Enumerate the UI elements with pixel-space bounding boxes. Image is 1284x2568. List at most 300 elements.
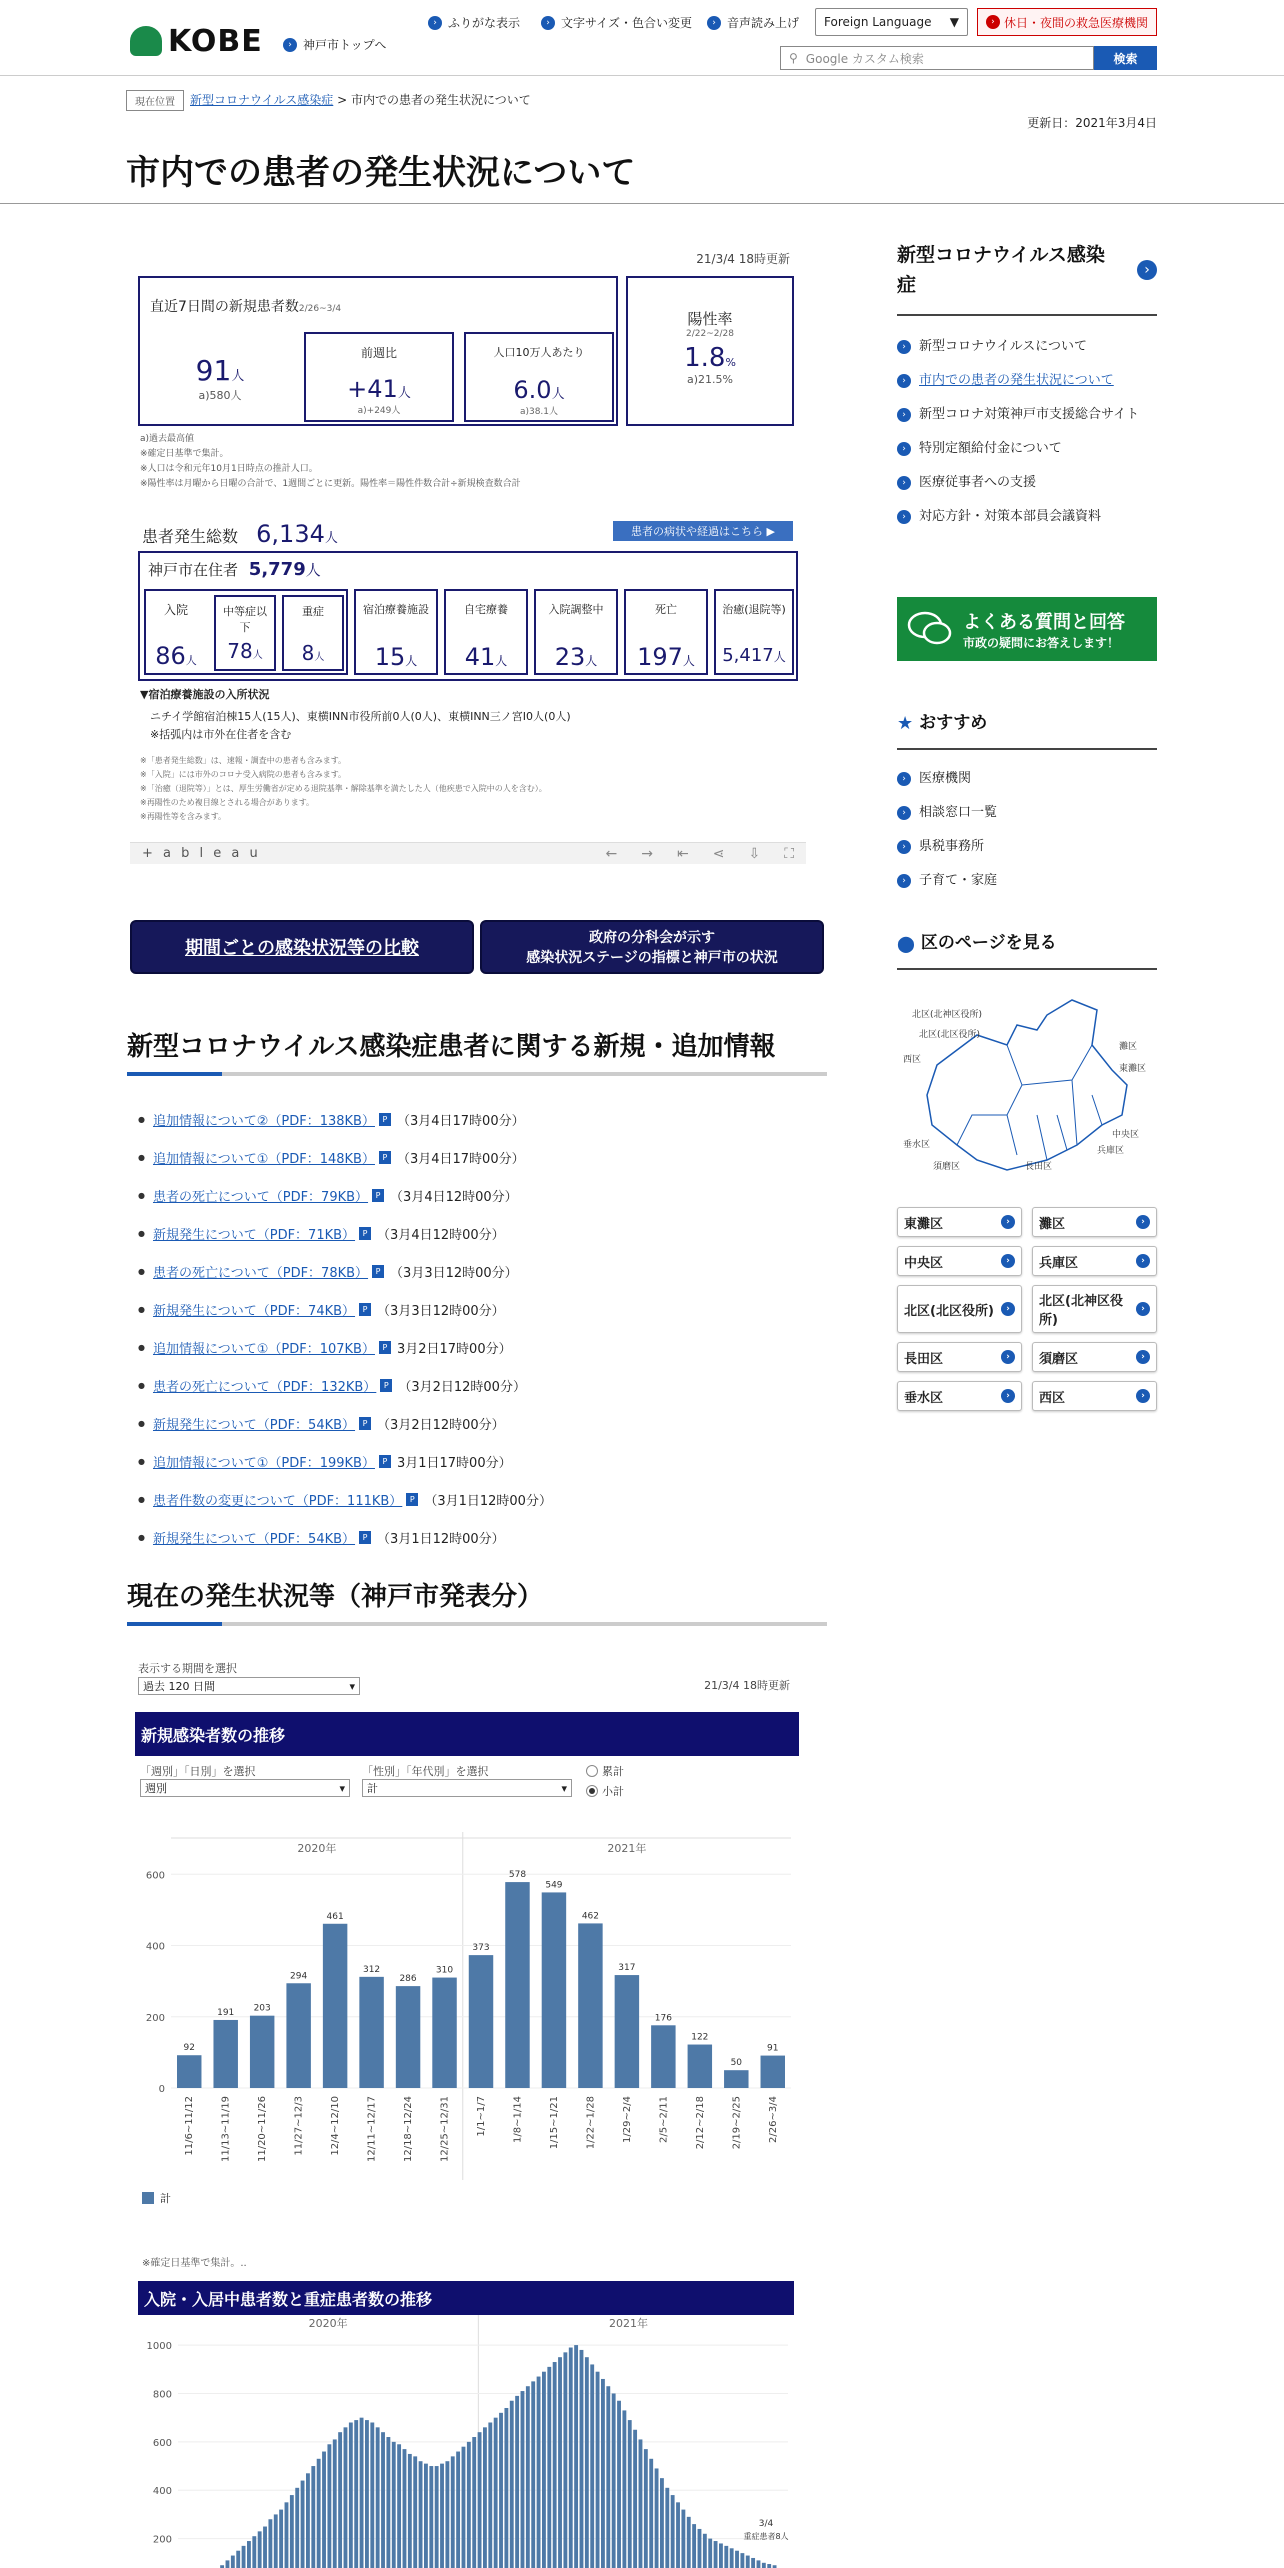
arrow-right-icon: › — [897, 840, 911, 854]
data-label: 317 — [618, 1963, 636, 1974]
breadcrumb-badge: 現在位置 — [126, 90, 184, 111]
breadcrumb-link[interactable]: 新型コロナウイルス感染症 — [190, 93, 334, 107]
ward-button[interactable] — [1032, 1381, 1157, 1411]
ward-label: 兵庫区 — [1039, 1255, 1079, 1271]
stage-line1: 政府の分科会が示す — [589, 930, 715, 946]
bar — [590, 2364, 594, 2568]
news-link[interactable]: ● 追加情報について①（PDF：107KB） — [152, 1341, 375, 1357]
map-pin-icon: ⬤ — [897, 933, 915, 953]
sidebar-item[interactable] — [897, 406, 1157, 424]
arrow-right-icon: › — [428, 16, 442, 30]
hotel-label: 宿泊療養施設 — [363, 603, 429, 616]
bar — [505, 1882, 529, 2088]
text-size-link[interactable] — [541, 14, 692, 31]
map-label: 北区(北区役所) — [919, 1030, 981, 1040]
data-label: 122 — [691, 2032, 709, 2043]
news-link[interactable]: ● 追加情報について②（PDF：138KB） — [152, 1113, 375, 1129]
hotel-status-text: ニチイ学館宿泊棟15人(15人)、東横INN市役所前0人(0人)、東横INN三ノ宮Ⅰ0人(0人) — [150, 710, 571, 723]
bar — [708, 2539, 712, 2568]
pdf-icon: P — [359, 1227, 371, 1240]
news-list — [138, 1100, 798, 1556]
bar — [676, 2502, 680, 2568]
bar — [651, 2025, 675, 2088]
weekly-cases-panel — [138, 276, 618, 426]
ward-label: 灘区 — [1039, 1216, 1066, 1232]
data-label: 294 — [290, 1971, 308, 1982]
y-tick-label: 800 — [152, 2389, 172, 2401]
severe-number: 8 — [301, 641, 315, 665]
death-value — [626, 643, 706, 671]
ward-button[interactable] — [897, 1342, 1022, 1372]
wards-header — [897, 928, 1157, 968]
wow-prev: a)+249人 — [357, 406, 401, 416]
weekly-period: 2/26~3/4 — [298, 304, 342, 314]
pdf-icon: P — [372, 1265, 384, 1278]
arrow-right-icon: › — [1001, 1350, 1015, 1364]
news-item — [138, 1404, 798, 1442]
bar — [429, 2466, 433, 2568]
sidebar-corona — [897, 240, 1157, 542]
voice-link[interactable] — [707, 14, 799, 31]
news-section-rule — [127, 1072, 827, 1076]
sidebar-item-label: 医療機関 — [919, 771, 972, 786]
bar — [226, 2560, 230, 2568]
bar — [740, 2553, 744, 2568]
unit-label: 人 — [773, 650, 786, 664]
bar — [746, 2556, 750, 2568]
arrow-right-icon: › — [897, 476, 911, 490]
bar — [724, 2546, 728, 2568]
bar — [751, 2558, 755, 2568]
wow-label: 前週比 — [360, 346, 397, 360]
map-label: 北区(北神区役所) — [912, 1010, 983, 1020]
ward-button[interactable] — [897, 1285, 1022, 1333]
ward-label: 長田区 — [904, 1351, 944, 1367]
data-label: 191 — [217, 2007, 235, 2018]
bar — [644, 2449, 648, 2568]
bar — [472, 2437, 476, 2568]
weekly-unit: 人 — [231, 369, 245, 384]
arrow-right-icon: › — [1136, 1215, 1150, 1229]
search-input[interactable] — [780, 46, 1094, 70]
bar — [413, 2456, 417, 2568]
radio-selected-icon — [586, 1785, 598, 1797]
emergency-medical-button[interactable] — [977, 8, 1157, 36]
wow-unit: 人 — [397, 386, 411, 401]
data-label: 91 — [767, 2043, 779, 2054]
news-link[interactable]: ● 患者の死亡について（PDF：79KB） — [152, 1189, 369, 1205]
sidebar-item[interactable] — [897, 804, 1157, 822]
adjusting-label: 入院調整中 — [548, 603, 604, 616]
bar — [612, 2393, 616, 2568]
news-item — [138, 1176, 798, 1214]
pdf-icon: P — [359, 1303, 371, 1316]
hotel-status-note: ※括弧内は市外在住者を含む — [150, 728, 292, 741]
ward-button[interactable] — [1032, 1342, 1157, 1372]
home-number: 41 — [464, 643, 496, 671]
death-box — [624, 589, 708, 675]
sidebar-wards — [897, 928, 1157, 970]
bar — [660, 2478, 664, 2568]
arrow-right-icon: › — [1136, 1389, 1150, 1403]
chart-timestamp: 21/3/4 18時更新 — [704, 1679, 790, 1692]
chart1-title: 新規感染者数の推移 — [135, 1712, 799, 1756]
sidebar-item[interactable] — [897, 770, 1157, 788]
sidebar-item[interactable] — [897, 508, 1157, 526]
adjusting-box — [534, 589, 618, 675]
new-cases-chart — [135, 1830, 799, 2190]
faq-text — [963, 608, 1125, 651]
bar — [274, 2514, 278, 2568]
bar — [515, 2396, 519, 2568]
x-tick-label: 1/1~1/7 — [476, 2096, 487, 2137]
sidebar-item[interactable] — [897, 474, 1157, 492]
news-link[interactable]: ● 患者件数の変更について（PDF：111KB） — [152, 1493, 403, 1509]
arrow-right-icon: › — [1001, 1215, 1015, 1229]
bar — [488, 2423, 492, 2568]
news-link[interactable]: ● 新規発生について（PDF：74KB） — [152, 1303, 356, 1319]
y-tick-label: 200 — [145, 2012, 165, 2024]
sidebar-item-label: 特別定額給付金について — [919, 441, 1062, 456]
hotel-value — [356, 643, 436, 671]
bar — [558, 2357, 562, 2568]
footnote-line: ※再陽性等を含みます。 — [140, 812, 227, 821]
sidebar-item[interactable] — [897, 338, 1157, 356]
status-section-title: 現在の発生状況等（神戸市発表分） — [127, 1582, 544, 1612]
faq-banner[interactable] — [897, 597, 1157, 661]
sidebar-item[interactable] — [897, 838, 1157, 856]
tableau-toolbar — [130, 842, 806, 864]
news-link[interactable]: ● 新規発生について（PDF：54KB） — [152, 1531, 356, 1547]
x-tick-label: 2/12~2/18 — [694, 2096, 706, 2150]
x-tick-label: 2/19~2/25 — [731, 2096, 743, 2150]
y-tick-label: 600 — [145, 1870, 165, 1882]
data-label: 310 — [435, 1965, 454, 1976]
map-label: 長田区 — [1025, 1162, 1053, 1172]
bar — [247, 2541, 251, 2568]
sidebar-item[interactable] — [897, 372, 1157, 390]
x-tick-label: 11/27~12/3 — [293, 2096, 305, 2156]
map-label: 中央区 — [1112, 1130, 1140, 1140]
arrow-right-icon: › — [897, 374, 911, 388]
ward-button[interactable] — [1032, 1246, 1157, 1276]
group-select[interactable] — [362, 1779, 572, 1797]
revert-icon[interactable]: ⇤ — [676, 845, 689, 862]
bar — [628, 2420, 632, 2568]
data-label: 373 — [472, 1943, 490, 1954]
bar — [601, 2379, 605, 2568]
bar — [547, 2367, 551, 2568]
news-link[interactable]: ● 新規発生について（PDF：54KB） — [152, 1417, 356, 1433]
ward-button[interactable] — [1032, 1207, 1157, 1237]
annotation-text: 重症患者8人 — [743, 2532, 789, 2541]
chevron-down-icon: ▼ — [949, 15, 959, 29]
news-link[interactable]: ● 追加情報について①（PDF：148KB） — [152, 1151, 375, 1167]
bar — [767, 2564, 771, 2568]
title-divider — [0, 203, 1284, 204]
bar — [687, 2517, 691, 2568]
bar — [615, 1975, 639, 2088]
sidebar-item[interactable] — [897, 872, 1157, 890]
news-item — [138, 1480, 798, 1518]
status-section-rule — [127, 1622, 827, 1626]
bar — [596, 2372, 600, 2568]
x-tick-label: 2/26~3/4 — [767, 2096, 779, 2143]
y-tick-label: 400 — [145, 1941, 165, 1953]
news-link[interactable]: ● 患者の死亡について（PDF：132KB） — [152, 1379, 377, 1395]
news-link[interactable]: ● 患者の死亡について（PDF：78KB） — [152, 1265, 369, 1281]
bar — [761, 2056, 785, 2088]
news-item — [138, 1290, 798, 1328]
adjusting-number: 23 — [554, 643, 586, 671]
sidebar-item-label: 新型コロナウイルスについて — [919, 339, 1087, 354]
unit-label: 人 — [314, 652, 325, 663]
arrow-right-icon: › — [1137, 260, 1157, 280]
bar — [177, 2055, 201, 2088]
bar — [617, 2401, 621, 2568]
unit-label: 人 — [252, 650, 263, 661]
search-button[interactable]: 検索 — [1094, 46, 1157, 70]
bar — [574, 2345, 578, 2568]
moderate-number: 78 — [227, 639, 253, 663]
news-date: （3月1日12時00分） — [377, 1531, 505, 1547]
chevron-down-icon: ▾ — [561, 1781, 567, 1795]
bar — [338, 2432, 342, 2568]
arrow-right-icon: › — [1001, 1389, 1015, 1403]
sidebar-recommend — [897, 708, 1157, 906]
moderate-value — [216, 639, 274, 663]
faq-title: よくある質問と回答 — [963, 611, 1125, 633]
map-label: 須磨区 — [933, 1162, 961, 1172]
news-date: （3月2日12時00分） — [377, 1417, 505, 1433]
bar — [639, 2439, 643, 2568]
y-tick-label: 0 — [158, 2084, 165, 2095]
y-tick-label: 200 — [152, 2534, 172, 2546]
data-label: 461 — [326, 1911, 344, 1922]
bar — [242, 2546, 246, 2568]
language-select[interactable] — [815, 8, 968, 36]
sidebar-corona-header[interactable] — [897, 240, 1157, 314]
bar — [370, 2423, 374, 2568]
x-tick-label: 12/11~12/17 — [366, 2096, 378, 2163]
bar — [440, 2464, 444, 2568]
ward-button[interactable] — [1032, 1285, 1157, 1333]
voice-label: 音声読み上げ — [727, 16, 800, 30]
positivity-value — [628, 343, 792, 373]
recommend-header — [897, 708, 1157, 748]
share-icon[interactable]: ⋖ — [712, 845, 725, 862]
weekly-title — [150, 296, 341, 316]
total-unit: 人 — [324, 531, 338, 546]
undo-icon[interactable]: ← — [605, 845, 618, 862]
arrow-right-icon: › — [1136, 1350, 1150, 1364]
emergency-label: 休日・夜間の救急医療機関 — [1003, 15, 1148, 30]
arrow-right-icon: › — [897, 408, 911, 422]
page-title: 市内での患者の発生状況について — [126, 153, 636, 193]
arrow-right-icon: › — [541, 16, 555, 30]
home-box — [444, 589, 528, 675]
bar — [354, 2420, 358, 2568]
bar — [268, 2519, 272, 2568]
data-label: 462 — [581, 1911, 600, 1922]
resident-unit: 人 — [305, 561, 321, 579]
arrow-right-icon: › — [1136, 1302, 1150, 1316]
group-select-value: 計 — [367, 1782, 378, 1795]
severe-label: 重症 — [302, 605, 324, 618]
sidebar-item-label: 医療従事者への支援 — [919, 475, 1037, 490]
chart2-title: 入院・入居中患者数と重症患者数の推移 — [138, 2281, 794, 2315]
bar — [494, 2418, 498, 2568]
bar — [622, 2410, 626, 2568]
arrow-right-icon: › — [1001, 1254, 1015, 1268]
hotel-number: 15 — [374, 643, 406, 671]
bar — [478, 2432, 482, 2568]
ward-label: 須磨区 — [1039, 1351, 1079, 1367]
news-date: 3月1日17時00分） — [396, 1455, 512, 1471]
bar — [359, 1977, 383, 2088]
download-icon[interactable]: ⇩ — [748, 845, 761, 862]
legend-swatch — [142, 2192, 154, 2204]
bar — [681, 2510, 685, 2568]
positivity-label: 陽性率 — [687, 310, 733, 328]
news-item — [138, 1442, 798, 1480]
bar — [542, 1892, 566, 2088]
bar — [526, 2386, 530, 2568]
bar — [542, 2372, 546, 2568]
text-size-label: 文字サイズ・色合い変更 — [561, 16, 693, 30]
footnote-line: ※「治癒（退院等）」とは、厚生労働省が定める退院基準・解除基準を満たした人（他疾患で入院中の人を含む）。 — [140, 784, 547, 793]
bar — [311, 2466, 315, 2568]
ward-button[interactable] — [897, 1207, 1022, 1237]
period-select-value: 過去 120 日間 — [143, 1680, 215, 1693]
redo-icon[interactable]: → — [641, 845, 653, 862]
bar — [323, 1924, 347, 2088]
bar — [462, 2447, 466, 2568]
bar — [295, 2488, 299, 2568]
bar — [365, 2420, 369, 2568]
y-tick-label: 600 — [152, 2437, 172, 2449]
positivity-prev: a)21.5% — [687, 373, 733, 386]
positivity-panel — [626, 276, 794, 426]
bar — [563, 2352, 567, 2568]
unit-label: 人 — [682, 654, 695, 668]
furigana-link[interactable] — [428, 14, 520, 31]
sidebar-item[interactable] — [897, 440, 1157, 458]
bar — [724, 2070, 748, 2088]
news-section-title: 新型コロナウイルス感染症患者に関する新規・追加情報 — [127, 1032, 776, 1062]
total-label: 患者発生総数 — [142, 527, 239, 546]
data-label: 286 — [399, 1974, 417, 1985]
bar — [585, 2357, 589, 2568]
positivity-number: 1.8 — [684, 343, 726, 373]
ward-label: 北区(北区役所) — [904, 1303, 994, 1319]
bar — [569, 2348, 573, 2568]
updated-date: 更新日：2021年3月4日 — [1027, 116, 1157, 130]
x-tick-label: 1/22~1/28 — [585, 2096, 597, 2150]
x-tick-label: 11/20~11/26 — [257, 2096, 269, 2163]
compare-periods-button[interactable]: 期間ごとの感染状況等の比較 — [130, 920, 474, 974]
x-tick-label: 1/29~2/4 — [621, 2096, 633, 2143]
bar — [692, 2524, 696, 2568]
stage-indicators-button[interactable] — [480, 920, 824, 974]
ward-button[interactable] — [897, 1381, 1022, 1411]
wards-title: 区のページを見る — [920, 933, 1057, 953]
top-page-label: 神戸市トップへ — [303, 38, 387, 52]
kobe-ward-map[interactable] — [897, 985, 1157, 1180]
news-item — [138, 1328, 798, 1366]
year-label: 2021年 — [607, 1842, 647, 1855]
sidebar-item-label: 県税事務所 — [919, 839, 985, 854]
bar — [322, 2452, 326, 2568]
news-date: （3月4日12時00分） — [390, 1189, 518, 1205]
period-select[interactable] — [138, 1677, 360, 1695]
bar — [483, 2427, 487, 2568]
x-tick-label: 12/18~12/24 — [403, 2096, 415, 2163]
news-item — [138, 1518, 798, 1556]
disease-course-link[interactable]: 患者の病状や経過はこちら ▶ — [613, 521, 793, 541]
radio-cumulative[interactable] — [586, 1763, 624, 1779]
tableau-controls — [606, 846, 794, 862]
sidebar-item-label: 対応方針・対策本部員会議資料 — [919, 509, 1102, 524]
news-link[interactable]: ● 追加情報について①（PDF：199KB） — [152, 1455, 375, 1471]
hospitalized-number: 86 — [155, 642, 186, 670]
sidebar-item-label: 子育て・家庭 — [919, 873, 998, 888]
x-tick-label: 12/4~12/10 — [330, 2096, 342, 2156]
arrow-right-icon: › — [986, 15, 1000, 29]
resident-label: 神戸市在住者 — [148, 561, 239, 579]
bar — [392, 2442, 396, 2568]
bar — [537, 2377, 541, 2568]
news-date: （3月2日12時00分） — [398, 1379, 526, 1395]
bar — [469, 1955, 493, 2088]
data-label: 312 — [362, 1964, 381, 1975]
bar — [290, 2495, 294, 2568]
bar — [250, 2016, 274, 2088]
sidebar-item-label[interactable]: 市内での患者の発生状況について — [919, 373, 1114, 388]
bar — [671, 2495, 675, 2568]
bar — [504, 2408, 508, 2568]
year-label: 2020年 — [297, 1842, 337, 1855]
wow-box — [304, 332, 454, 422]
news-link[interactable]: ● 新規発生について（PDF：71KB） — [152, 1227, 356, 1243]
breadcrumb-current: > 市内での患者の発生状況について — [337, 93, 531, 107]
bar — [757, 2560, 761, 2568]
unit-select[interactable] — [140, 1779, 350, 1797]
recovered-number: 5,417 — [722, 645, 774, 666]
year-label: 2020年 — [308, 2317, 348, 2330]
data-label: 203 — [253, 2003, 271, 2014]
bar — [349, 2423, 353, 2568]
ward-button[interactable] — [897, 1246, 1022, 1276]
fullscreen-icon[interactable]: ⛶ — [784, 845, 794, 862]
weekly-prev: a)580人 — [198, 389, 242, 402]
news-item — [138, 1214, 798, 1252]
residents-panel — [138, 551, 798, 681]
radio-subtotal-label: 小計 — [602, 1785, 624, 1798]
bar — [499, 2413, 503, 2568]
chart1-legend — [142, 2190, 171, 2206]
note-line: a)過去最高値 — [140, 434, 195, 444]
pdf-icon: P — [379, 1151, 391, 1164]
x-tick-label: 1/15~1/21 — [548, 2096, 560, 2150]
map-label: 西区 — [903, 1055, 922, 1065]
top-page-link[interactable] — [283, 36, 386, 53]
arrow-right-icon: › — [283, 38, 297, 52]
kobe-logo[interactable] — [130, 24, 270, 58]
hotel-status-title: ▼宿泊療養施設の入所状況 — [140, 688, 270, 701]
pdf-icon: P — [359, 1417, 371, 1430]
radio-subtotal[interactable] — [586, 1783, 624, 1799]
